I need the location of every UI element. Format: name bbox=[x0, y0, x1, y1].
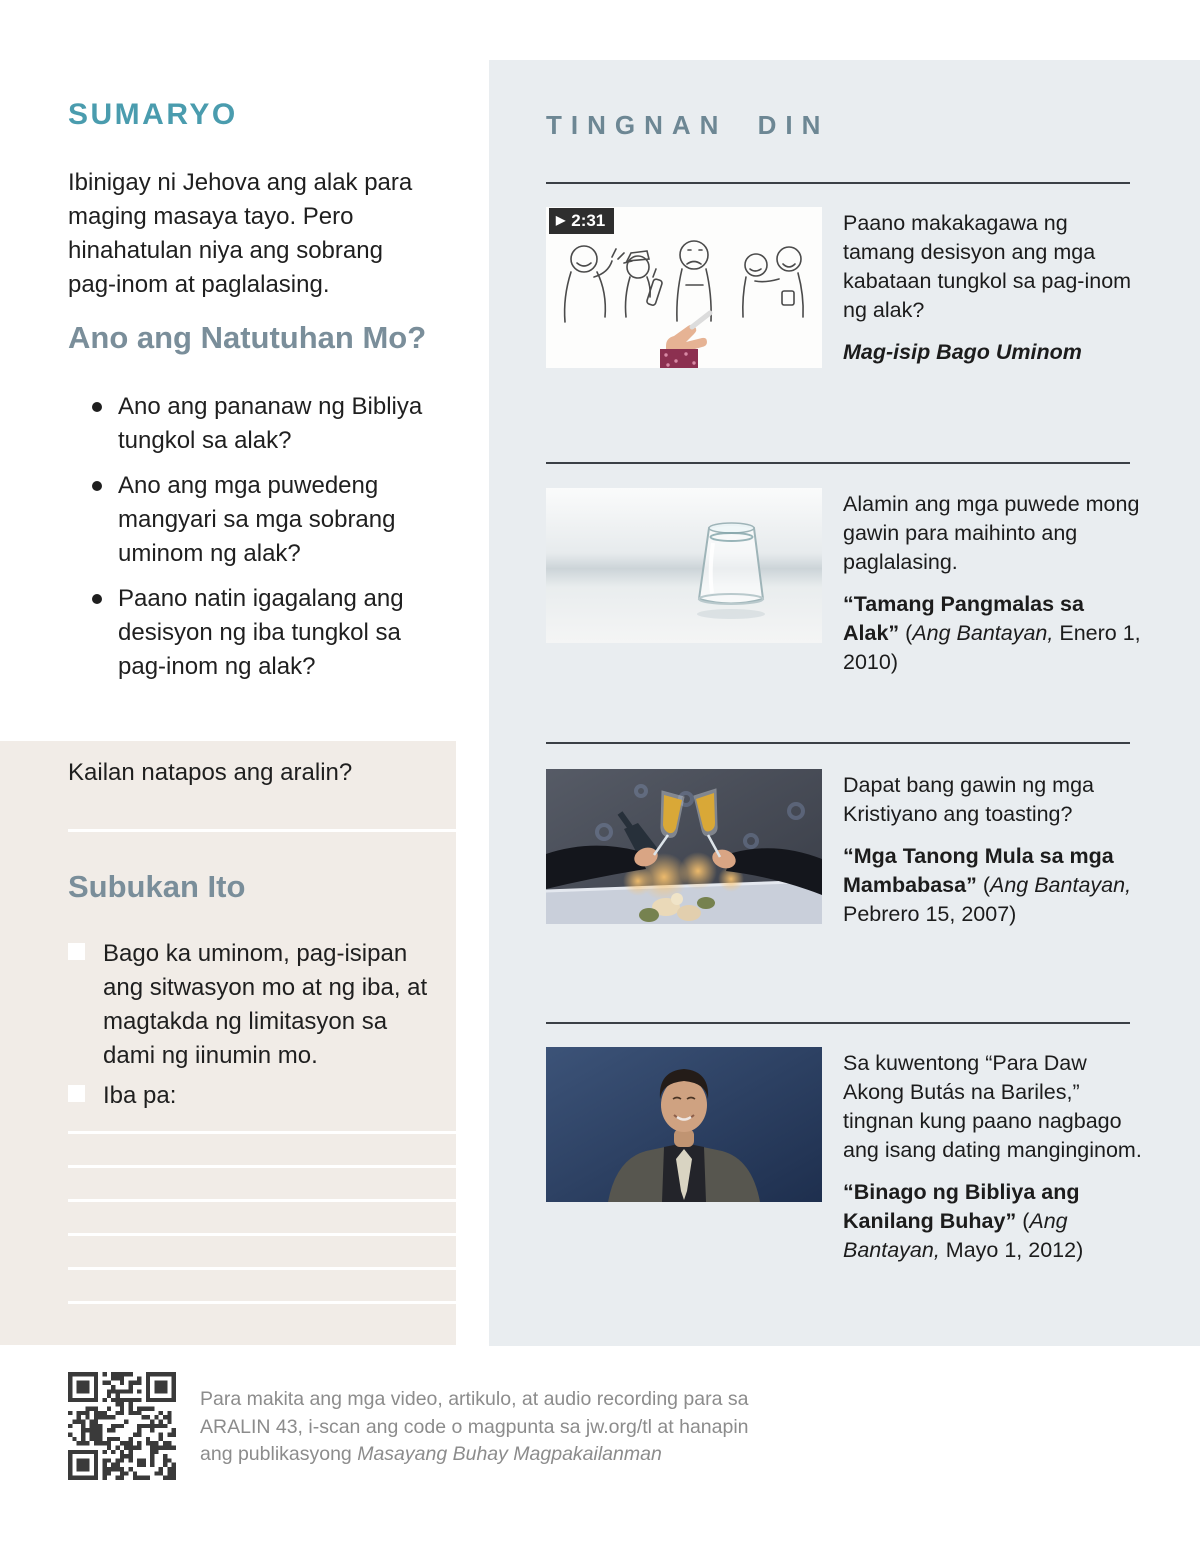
try-item bbox=[68, 1079, 433, 1113]
write-in-line bbox=[68, 1233, 456, 1236]
reference-text: ( bbox=[976, 873, 990, 897]
bullet-text: Ano ang mga puwedeng mangyari sa mga sobrang uminom ng alak? bbox=[118, 472, 396, 567]
reference-source: Ang Bantayan, bbox=[912, 621, 1054, 645]
summary-heading: SUMARYO bbox=[68, 98, 238, 131]
footer-note bbox=[200, 1386, 778, 1469]
article-image bbox=[546, 1047, 822, 1202]
item-description: Dapat bang gawin ng mga Kristiyano ang toasting? bbox=[843, 773, 1095, 826]
reference-date: Pebrero 15, 2007) bbox=[843, 902, 1017, 926]
write-in-line bbox=[68, 1199, 456, 1202]
item-description: Sa kuwentong “Para Daw Akong Butás na Bariles,” tingnan kung paano nagbago ang isang dating manginginom. bbox=[843, 1051, 1142, 1162]
footer-text: Para makita ang mga video, artikulo, at audio recording para sa ARALIN 43, i-scan ang code o magpunta sa jw.org/tl at hanapin ang publikasyong bbox=[200, 1388, 749, 1465]
write-in-line bbox=[68, 1267, 456, 1270]
divider bbox=[546, 742, 1130, 744]
reference-date: Mayo 1, 2012) bbox=[939, 1238, 1084, 1262]
video-duration-badge bbox=[549, 208, 614, 234]
article-image bbox=[546, 769, 822, 924]
see-also-panel bbox=[489, 60, 1200, 1346]
reference-text: ( bbox=[1016, 1209, 1030, 1233]
try-heading: Subukan Ito bbox=[68, 869, 246, 904]
item-reference bbox=[843, 590, 1145, 677]
reference-text: ( bbox=[899, 621, 913, 645]
checkbox bbox=[68, 943, 85, 960]
try-item-text: Iba pa: bbox=[103, 1082, 177, 1109]
try-item bbox=[68, 937, 433, 1073]
checkbox bbox=[68, 1085, 85, 1102]
divider bbox=[546, 462, 1130, 464]
bullet-text: Paano natin igagalang ang desisyon ng iba tungkol sa pag-inom ng alak? bbox=[118, 585, 404, 680]
reference-title: “Tamang Pangmalas sa Alak” bbox=[843, 592, 1084, 645]
qr-code bbox=[68, 1372, 176, 1480]
try-item-text: Bago ka uminom, pag-isipan ang sitwasyon mo at ng iba, at magtakda ng limitasyon sa dami ng iinumin mo. bbox=[103, 940, 428, 1069]
item-description: Paano makakagawa ng tamang desisyon ang mga kabataan tungkol sa pag-inom ng alak? bbox=[843, 211, 1132, 322]
reference-date: Enero 1, 2010) bbox=[843, 621, 1141, 674]
reference-title: “Binago ng Bibliya ang Kanilang Buhay” bbox=[843, 1180, 1080, 1233]
item-description: Alamin ang mga puwede mong gawin para maihinto ang paglalasing. bbox=[843, 492, 1140, 574]
completed-question: Kailan natapos ang aralin? bbox=[68, 759, 353, 786]
video-duration: 2:31 bbox=[571, 211, 606, 230]
item-reference bbox=[843, 842, 1145, 929]
upside-down-glass-illustration bbox=[546, 488, 822, 643]
champagne-toast-illustration bbox=[546, 769, 822, 924]
write-in-line bbox=[68, 1131, 456, 1134]
summary-text: Ibinigay ni Jehova ang alak para maging masaya tayo. Pero hinahatulan niya ang sobrang pag-inom at paglalasing. bbox=[68, 169, 413, 298]
video-thumbnail bbox=[546, 207, 822, 368]
learned-heading: Ano ang Natutuhan Mo? bbox=[68, 320, 427, 355]
see-also-heading: TINGNAN DIN bbox=[546, 110, 830, 140]
write-in-line bbox=[68, 1165, 456, 1168]
item-reference: Mag-isip Bago Uminom bbox=[843, 340, 1082, 364]
list-item bbox=[90, 582, 442, 684]
divider bbox=[546, 182, 1130, 184]
play-icon: ▶ bbox=[556, 213, 566, 227]
item-reference bbox=[843, 1178, 1145, 1265]
learned-questions-list bbox=[90, 390, 442, 695]
reference-source: Ang Bantayan, bbox=[843, 1209, 1068, 1262]
article-image bbox=[546, 488, 822, 643]
reference-title: “Mga Tanong Mula sa mga Mambabasa” bbox=[843, 844, 1114, 897]
publication-title: Masayang Buhay Magpakailanman bbox=[357, 1443, 662, 1465]
smiling-man-portrait-illustration bbox=[546, 1047, 822, 1202]
write-in-line bbox=[68, 829, 456, 832]
list-item bbox=[90, 390, 442, 458]
bullet-text: Ano ang pananaw ng Bibliya tungkol sa alak? bbox=[118, 393, 423, 454]
worksheet-panel bbox=[0, 741, 456, 1345]
write-in-line bbox=[68, 1301, 456, 1304]
reference-source: Ang Bantayan, bbox=[989, 873, 1132, 897]
divider bbox=[546, 1022, 1130, 1024]
list-item bbox=[90, 469, 442, 571]
